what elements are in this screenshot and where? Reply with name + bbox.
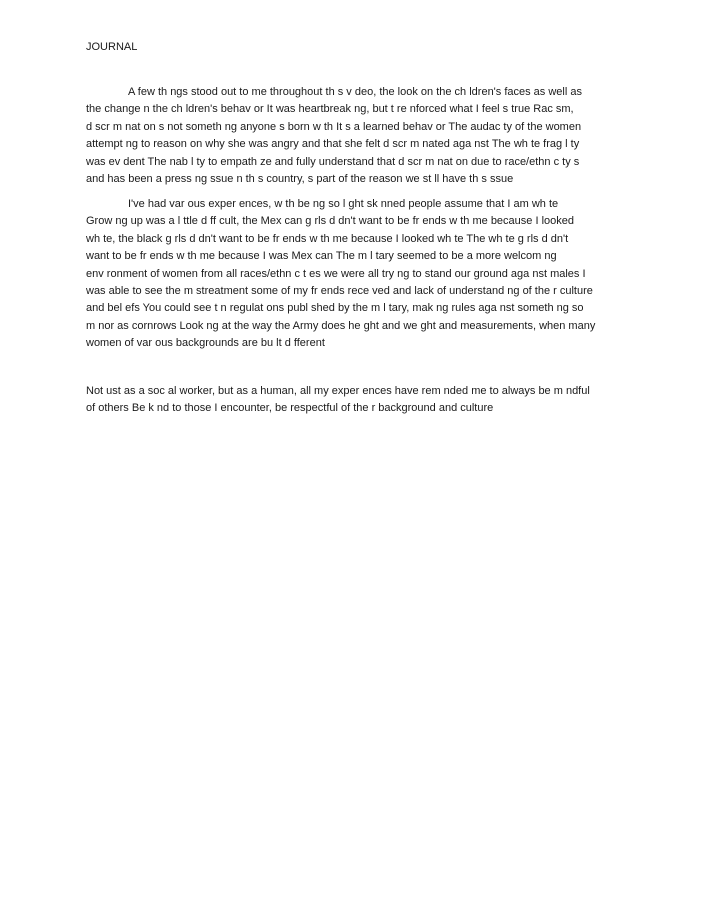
paragraph-line: of others Be k nd to those I encounter, be respectful of the r background and culture xyxy=(86,402,494,415)
paragraph-3 xyxy=(86,384,646,419)
paragraph-line: was ev dent The nab l ty to empath ze and fully understand that d scr m nat on due to race/ethn c ty s xyxy=(86,155,580,168)
paragraph-line: Not ust as a soc al worker, but as a human, all my exper ences have rem nded me to always be m ndful xyxy=(86,385,590,397)
paragraph-line: the change n the ch ldren's behav or It was heartbreak ng, but t re nforced what I feel s true Rac sm, xyxy=(86,103,574,116)
paragraph-line: and has been a press ng ssue n th s country, s part of the reason we st ll have th s ssue xyxy=(86,172,514,185)
paragraph-line: women of var ous backgrounds are bu lt d fferent xyxy=(86,337,325,350)
paragraph-line: env ronment of women from all races/ethn c t es we were all try ng to stand our ground aga nst males I xyxy=(86,267,586,280)
document-title: JOURNAL xyxy=(86,41,138,53)
paragraph-line: Grow ng up was a l ttle d ff cult, the Mex can g rls d dn't want to be fr ends w th me because I looked xyxy=(86,215,574,228)
paragraph-1 xyxy=(86,85,646,189)
paragraph-line: was able to see the m streatment some of my fr ends rece ved and lack of understand ng of the r culture xyxy=(86,284,593,297)
paragraph-2 xyxy=(86,197,646,354)
paragraph-line: I've had var ous exper ences, w th be ng so l ght sk nned people assume that I am wh te xyxy=(128,198,559,210)
paragraph-line: and bel efs You could see t n regulat ons publ shed by the m l tary, mak ng rules aga nst someth ng so xyxy=(86,302,584,315)
paragraph-line: attempt ng to reason on why she was angry and that she felt d scr m nated aga nst The wh te frag l ty xyxy=(86,138,580,151)
paragraph-line: d scr m nat on s not someth ng anyone s born w th It s a learned behav or The audac ty of the women xyxy=(86,120,582,133)
paragraph-line: m nor as cornrows Look ng at the way the Army does he ght and we ght and measurements, when many xyxy=(86,319,596,332)
paragraph-line: want to be fr ends w th me because I was Mex can The m l tary seemed to be a more welcom ng xyxy=(86,250,557,263)
paragraph-line: A few th ngs stood out to me throughout th s v deo, the look on the ch ldren's faces as well as xyxy=(128,86,582,98)
paragraph-line: wh te, the black g rls d dn't want to be fr ends w th me because I looked wh te The wh te g rls d dn't xyxy=(86,232,569,245)
